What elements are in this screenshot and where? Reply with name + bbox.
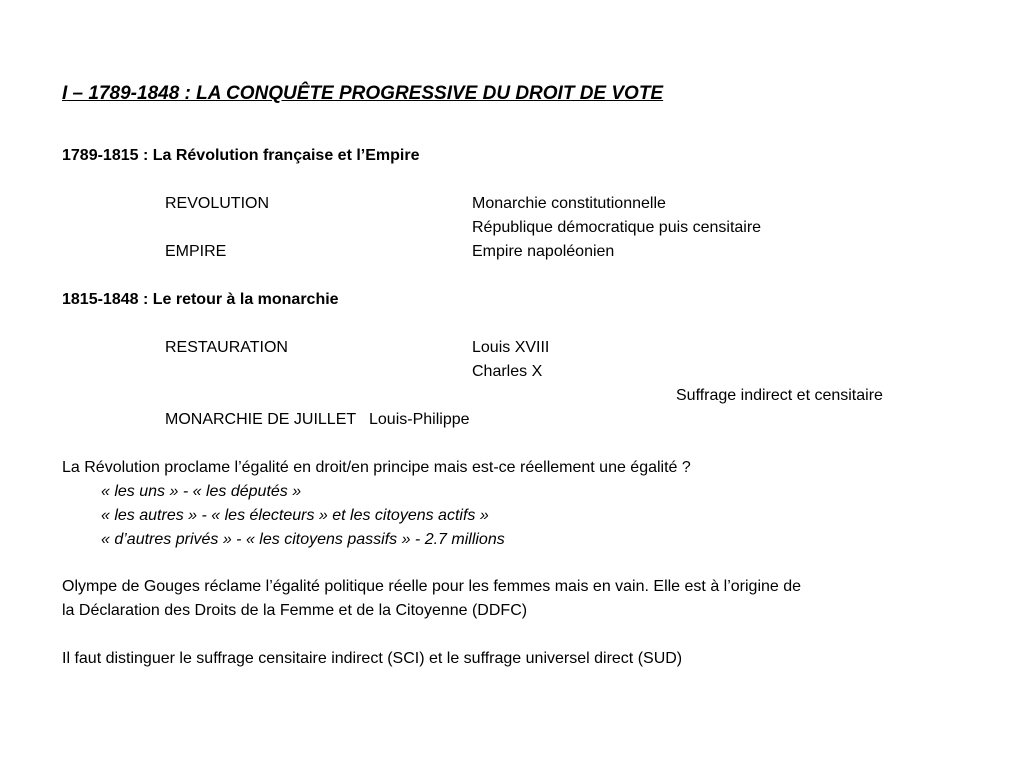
egalite-line-electeurs: « les autres » - « les électeurs » et les citoyens actifs » xyxy=(101,507,489,524)
period-label-monarchie-juillet: MONARCHIE DE JUILLET xyxy=(165,411,357,428)
ruler-louis-philippe: Louis-Philippe xyxy=(369,411,470,428)
regime-monarchie-constitutionnelle: Monarchie constitutionnelle xyxy=(472,195,666,212)
gouges-line-2: la Déclaration des Droits de la Femme et de la Citoyenne (DDFC) xyxy=(62,602,528,619)
egalite-question: La Révolution proclame l’égalité en droit/en principe mais est-ce réellement une égalité ? xyxy=(62,459,691,476)
regime-empire-napoleonien: Empire napoléonien xyxy=(472,243,615,260)
slide-title: I – 1789-1848 : LA CONQUÊTE PROGRESSIVE DU DROIT DE VOTE xyxy=(62,83,664,104)
conclusion-line: Il faut distinguer le suffrage censitaire indirect (SCI) et le suffrage universel direct (SUD) xyxy=(62,650,683,667)
period-label-revolution: REVOLUTION xyxy=(165,195,270,212)
egalite-line-deputes: « les uns » - « les députés » xyxy=(101,483,302,500)
period-label-empire: EMPIRE xyxy=(165,243,227,260)
section-heading-revolution-empire: 1789-1815 : La Révolution française et l’Empire xyxy=(62,147,420,164)
regime-republique: République démocratique puis censitaire xyxy=(472,219,762,236)
suffrage-note: Suffrage indirect et censitaire xyxy=(676,387,883,404)
ruler-louis-xviii: Louis XVIII xyxy=(472,339,550,356)
egalite-line-passifs: « d’autres privés » - « les citoyens passifs » - 2.7 millions xyxy=(101,531,505,548)
period-label-restauration: RESTAURATION xyxy=(165,339,288,356)
section-heading-retour-monarchie: 1815-1848 : Le retour à la monarchie xyxy=(62,291,339,308)
gouges-line-1: Olympe de Gouges réclame l’égalité politique réelle pour les femmes mais en vain. Elle est à l’origine de xyxy=(62,578,802,595)
ruler-charles-x: Charles X xyxy=(472,363,543,380)
